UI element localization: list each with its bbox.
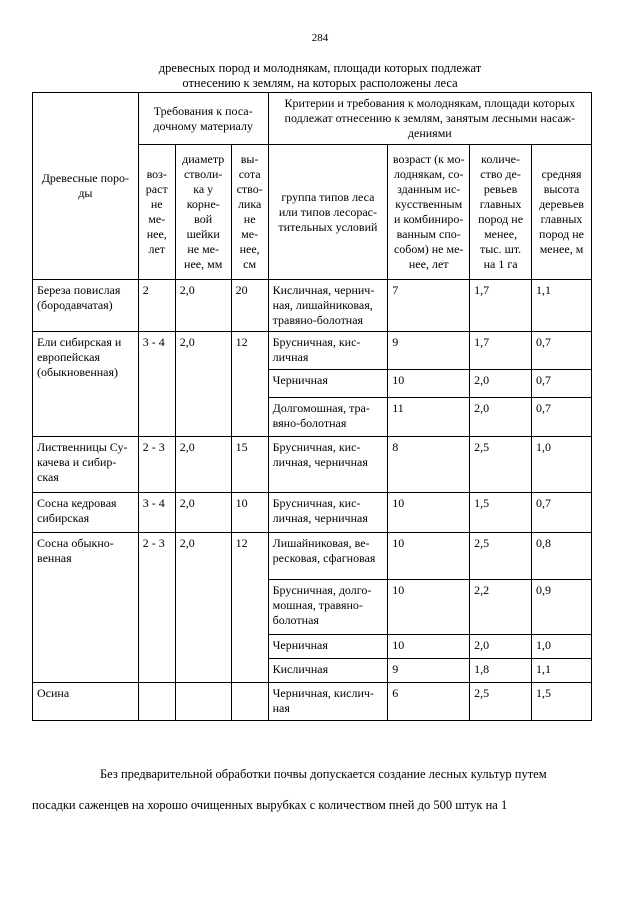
cell-young-age: 11 xyxy=(388,398,470,437)
header-young-age: возраст (к мо-лоднякам, со-зданным ис-кусственным и комбиниро-ванным спо-собом) не ме-нее, лет xyxy=(388,145,470,280)
table-row xyxy=(33,683,592,721)
cell-height: 12 xyxy=(231,332,268,437)
cell-avg-height: 0,8 xyxy=(532,533,592,580)
cell-avg-height: 1,1 xyxy=(532,280,592,332)
cell-height xyxy=(231,683,268,721)
cell-diameter: 2,0 xyxy=(175,437,231,493)
cell-young-age: 9 xyxy=(388,659,470,683)
header-planting-group: Требования к поса-дочному материалу xyxy=(138,93,268,145)
cell-age xyxy=(138,683,175,721)
caption-line-1: древесных пород и молоднякам, площади которых подлежат xyxy=(158,61,482,75)
cell-age: 2 xyxy=(138,280,175,332)
cell-tree-count: 2,5 xyxy=(470,533,532,580)
cell-diameter xyxy=(175,683,231,721)
cell-species: Лиственницы Су-качева и сибир-ская xyxy=(33,437,139,493)
cell-young-age: 9 xyxy=(388,332,470,370)
cell-avg-height: 0,9 xyxy=(532,580,592,635)
cell-diameter: 2,0 xyxy=(175,280,231,332)
cell-tree-count: 2,0 xyxy=(470,398,532,437)
cell-species: Сосна кедровая сибирская xyxy=(33,493,139,533)
cell-forest-type: Брусничная, кис-личная xyxy=(268,332,388,370)
cell-young-age: 10 xyxy=(388,533,470,580)
cell-diameter: 2,0 xyxy=(175,493,231,533)
cell-avg-height: 1,1 xyxy=(532,659,592,683)
cell-forest-type: Черничная, кислич-ная xyxy=(268,683,388,721)
cell-forest-type: Брусничная, долго-мошная, травяно-болотная xyxy=(268,580,388,635)
cell-height: 20 xyxy=(231,280,268,332)
cell-age: 2 - 3 xyxy=(138,437,175,493)
cell-young-age: 10 xyxy=(388,635,470,659)
cell-height: 12 xyxy=(231,533,268,683)
cell-forest-type: Брусничная, кис-личная, черничная xyxy=(268,493,388,533)
header-criteria-group: Критерии и требования к молоднякам, площади которых подлежат отнесению к землям, занятым лесными насаж-дениями xyxy=(268,93,591,145)
cell-avg-height: 1,5 xyxy=(532,683,592,721)
cell-tree-count: 1,7 xyxy=(470,332,532,370)
header-diameter: диаметр стволи-ка у корне-вой шейки не ме-нее, мм xyxy=(175,145,231,280)
cell-tree-count: 2,5 xyxy=(470,683,532,721)
cell-tree-count: 1,8 xyxy=(470,659,532,683)
cell-tree-count: 2,0 xyxy=(470,370,532,398)
table-row xyxy=(33,533,592,580)
cell-diameter: 2,0 xyxy=(175,332,231,437)
cell-forest-type: Черничная xyxy=(268,370,388,398)
cell-forest-type: Кисличная, чернич-ная, лишайниковая, травяно-болотная xyxy=(268,280,388,332)
cell-age: 3 - 4 xyxy=(138,332,175,437)
cell-forest-type: Лишайниковая, ве-ресковая, сфагновая xyxy=(268,533,388,580)
body-paragraph-line-1: Без предварительной обработки почвы допускается создание лесных культур путем xyxy=(100,767,547,781)
header-tree-count: количе-ство де-ревьев главных пород не менее, тыс. шт. на 1 га xyxy=(470,145,532,280)
cell-young-age: 10 xyxy=(388,493,470,533)
cell-tree-count: 2,0 xyxy=(470,635,532,659)
cell-young-age: 8 xyxy=(388,437,470,493)
body-paragraph-line-2: посадки саженцев на хорошо очищенных вырубках с количеством пней до 500 штук на 1 xyxy=(32,798,508,812)
cell-avg-height: 0,7 xyxy=(532,398,592,437)
header-forest-type: группа типов леса или типов лесорас-тительных условий xyxy=(268,145,388,280)
caption-line-2: отнесению к землям, на которых расположены леса xyxy=(182,76,458,90)
cell-forest-type: Кисличная xyxy=(268,659,388,683)
cell-diameter: 2,0 xyxy=(175,533,231,683)
cell-forest-type: Долгомошная, тра-вяно-болотная xyxy=(268,398,388,437)
table-row xyxy=(33,280,592,332)
cell-forest-type: Черничная xyxy=(268,635,388,659)
cell-young-age: 10 xyxy=(388,580,470,635)
table-row xyxy=(33,493,592,533)
cell-avg-height: 0,7 xyxy=(532,370,592,398)
header-row-top xyxy=(33,93,592,145)
cell-avg-height: 0,7 xyxy=(532,493,592,533)
cell-species: Сосна обыкно-венная xyxy=(33,533,139,683)
cell-tree-count: 1,7 xyxy=(470,280,532,332)
cell-height: 10 xyxy=(231,493,268,533)
cell-age: 3 - 4 xyxy=(138,493,175,533)
cell-species: Береза повислая (бородавчатая) xyxy=(33,280,139,332)
header-avg-height: средняя высота деревьев главных пород не менее, м xyxy=(532,145,592,280)
cell-avg-height: 1,0 xyxy=(532,635,592,659)
header-species: Древесные поро-ды xyxy=(33,93,139,280)
cell-tree-count: 2,2 xyxy=(470,580,532,635)
cell-species: Ели сибирская и европейская (обыкновенная) xyxy=(33,332,139,437)
table-row xyxy=(33,437,592,493)
cell-young-age: 6 xyxy=(388,683,470,721)
cell-age: 2 - 3 xyxy=(138,533,175,683)
header-height: вы-сота ство-лика не ме-нее, см xyxy=(231,145,268,280)
cell-avg-height: 0,7 xyxy=(532,332,592,370)
cell-species: Осина xyxy=(33,683,139,721)
species-requirements-table xyxy=(32,92,592,721)
cell-forest-type: Брусничная, кис-личная, черничная xyxy=(268,437,388,493)
cell-tree-count: 2,5 xyxy=(470,437,532,493)
table-row xyxy=(33,332,592,370)
table-caption xyxy=(0,61,640,91)
page-number: 284 xyxy=(311,32,329,44)
cell-height: 15 xyxy=(231,437,268,493)
cell-avg-height: 1,0 xyxy=(532,437,592,493)
cell-young-age: 7 xyxy=(388,280,470,332)
header-age: воз-раст не ме-нее, лет xyxy=(138,145,175,280)
cell-tree-count: 1,5 xyxy=(470,493,532,533)
cell-young-age: 10 xyxy=(388,370,470,398)
